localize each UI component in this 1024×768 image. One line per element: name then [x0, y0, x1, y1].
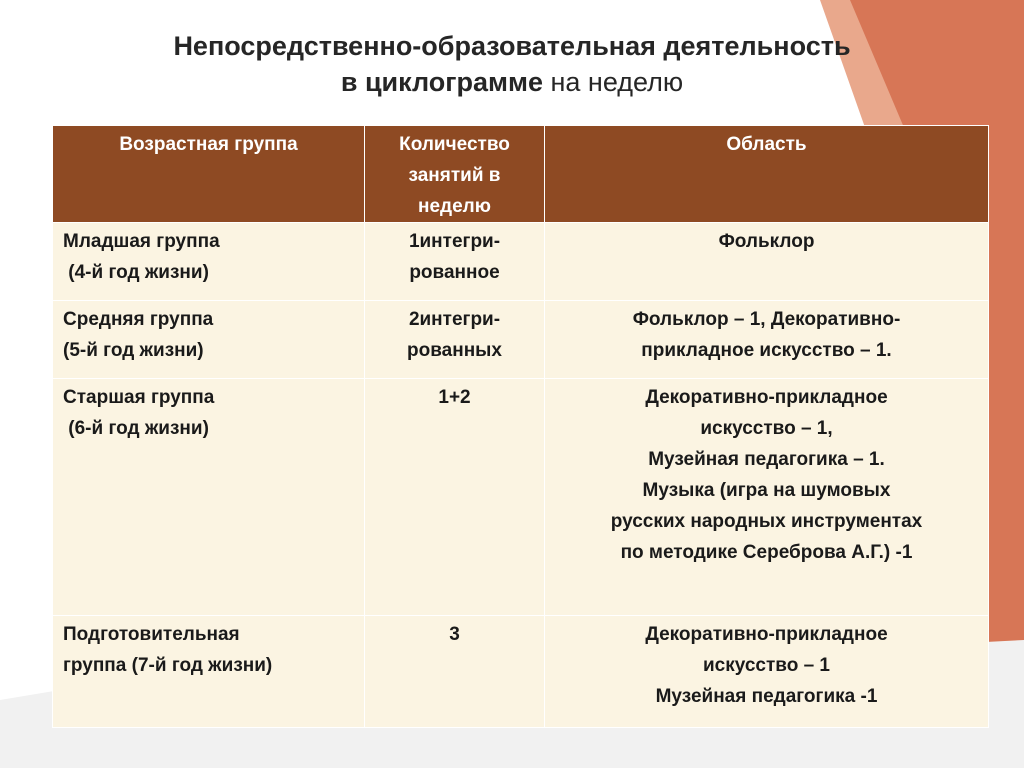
table-row — [53, 223, 989, 301]
cell-group — [53, 616, 365, 728]
area-line: Музейная педагогика – 1. — [648, 449, 885, 470]
title-line-2 — [0, 64, 1024, 100]
cell-count — [365, 301, 545, 379]
count-line-2: рованных — [407, 340, 502, 361]
area-line: Фольклор – 1, Декоративно- — [632, 309, 901, 330]
group-age: (5-й год жизни) — [63, 340, 204, 361]
title-line-1: Непосредственно-образовательная деятельность — [173, 31, 851, 61]
cell-area — [545, 379, 989, 616]
cell-area — [545, 616, 989, 728]
group-name: Старшая группа — [63, 387, 215, 408]
area-line: искусство – 1, — [700, 418, 833, 439]
table-header-row — [53, 126, 989, 223]
area-line: Музыка (игра на шумовых — [642, 480, 891, 501]
table-row — [53, 379, 989, 616]
cell-group — [53, 223, 365, 301]
table-row — [53, 616, 989, 728]
count-line-1: 1+2 — [438, 387, 471, 408]
title-line-2-normal: на неделю — [543, 67, 684, 97]
count-line-1: 3 — [449, 624, 460, 645]
area-line: по методике Сереброва А.Г.) -1 — [620, 542, 913, 563]
title-line-2-bold: в циклограмме — [340, 67, 543, 97]
area-line: Декоративно-прикладное — [645, 387, 888, 408]
cell-group — [53, 379, 365, 616]
group-name: Младшая группа — [63, 231, 220, 252]
table-row — [53, 301, 989, 379]
area-line: Фольклор — [718, 231, 815, 252]
cell-area — [545, 223, 989, 301]
group-age: группа (7-й год жизни) — [63, 655, 273, 676]
cell-count — [365, 223, 545, 301]
area-line: искусство – 1 — [702, 655, 831, 676]
group-age: (4-й год жизни) — [63, 262, 209, 283]
slide-title — [0, 28, 1024, 100]
header-age-group: Возрастная группа — [53, 126, 365, 223]
group-name: Подготовительная — [63, 624, 240, 645]
area-line: прикладное искусство – 1. — [641, 340, 892, 361]
header-area: Область — [545, 126, 989, 223]
area-line: русских народных инструментах — [610, 511, 923, 532]
count-line-1: 1интегри- — [408, 231, 501, 252]
area-line: Музейная педагогика -1 — [655, 686, 878, 707]
group-age: (6-й год жизни) — [63, 418, 209, 439]
count-line-1: 2интегри- — [408, 309, 501, 330]
cell-count — [365, 616, 545, 728]
cell-count — [365, 379, 545, 616]
area-line: Декоративно-прикладное — [645, 624, 888, 645]
cell-area — [545, 301, 989, 379]
schedule-table — [52, 125, 989, 728]
count-line-2: рованное — [409, 262, 500, 283]
group-name: Средняя группа — [63, 309, 214, 330]
header-lesson-count: Количество занятий в неделю — [365, 126, 545, 223]
cell-group — [53, 301, 365, 379]
